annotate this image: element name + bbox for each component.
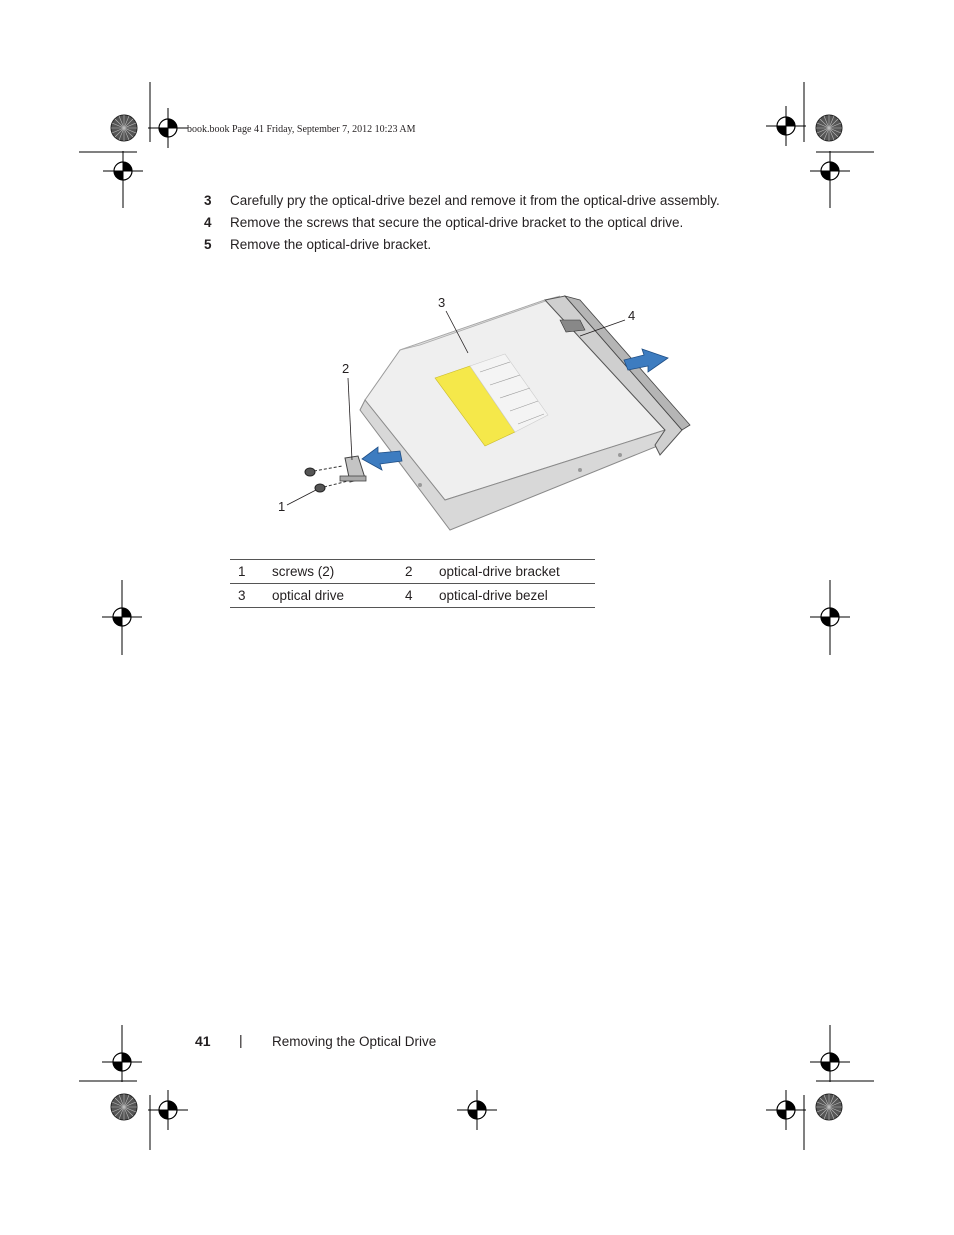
print-slug: book.book Page 41 Friday, September 7, 2012 10:23 AM <box>187 124 416 135</box>
chapter-title: Removing the Optical Drive <box>272 1034 437 1049</box>
table-row <box>230 584 595 608</box>
callout-2: 2 <box>342 361 350 376</box>
legend-number: 2 <box>405 564 413 579</box>
callout-1: 1 <box>278 499 286 514</box>
step-number: 5 <box>204 237 212 252</box>
screw-icon <box>305 466 342 476</box>
step-text: Remove the screws that secure the optical-drive bracket to the optical drive. <box>230 215 684 230</box>
table-row <box>230 560 595 584</box>
legend-label: optical-drive bezel <box>439 588 548 603</box>
legend-number: 3 <box>238 588 246 603</box>
step-text: Carefully pry the optical-drive bezel and remove it from the optical-drive assembly. <box>230 193 720 208</box>
arrow-right-icon <box>624 349 668 372</box>
step-number: 3 <box>204 193 212 208</box>
legend-number: 1 <box>238 564 246 579</box>
step-number: 4 <box>204 215 212 230</box>
callout-4: 4 <box>628 308 636 323</box>
legend-number: 4 <box>405 588 413 603</box>
footer-separator: | <box>239 1032 243 1048</box>
page-number: 41 <box>195 1033 211 1049</box>
legend-label: screws (2) <box>272 564 335 579</box>
step-text: Remove the optical-drive bracket. <box>230 237 432 252</box>
legend-label: optical drive <box>272 588 345 603</box>
callout-legend-table <box>230 559 595 608</box>
legend-label: optical-drive bracket <box>439 564 560 579</box>
screw-icon <box>315 481 348 492</box>
callout-3: 3 <box>438 295 446 310</box>
